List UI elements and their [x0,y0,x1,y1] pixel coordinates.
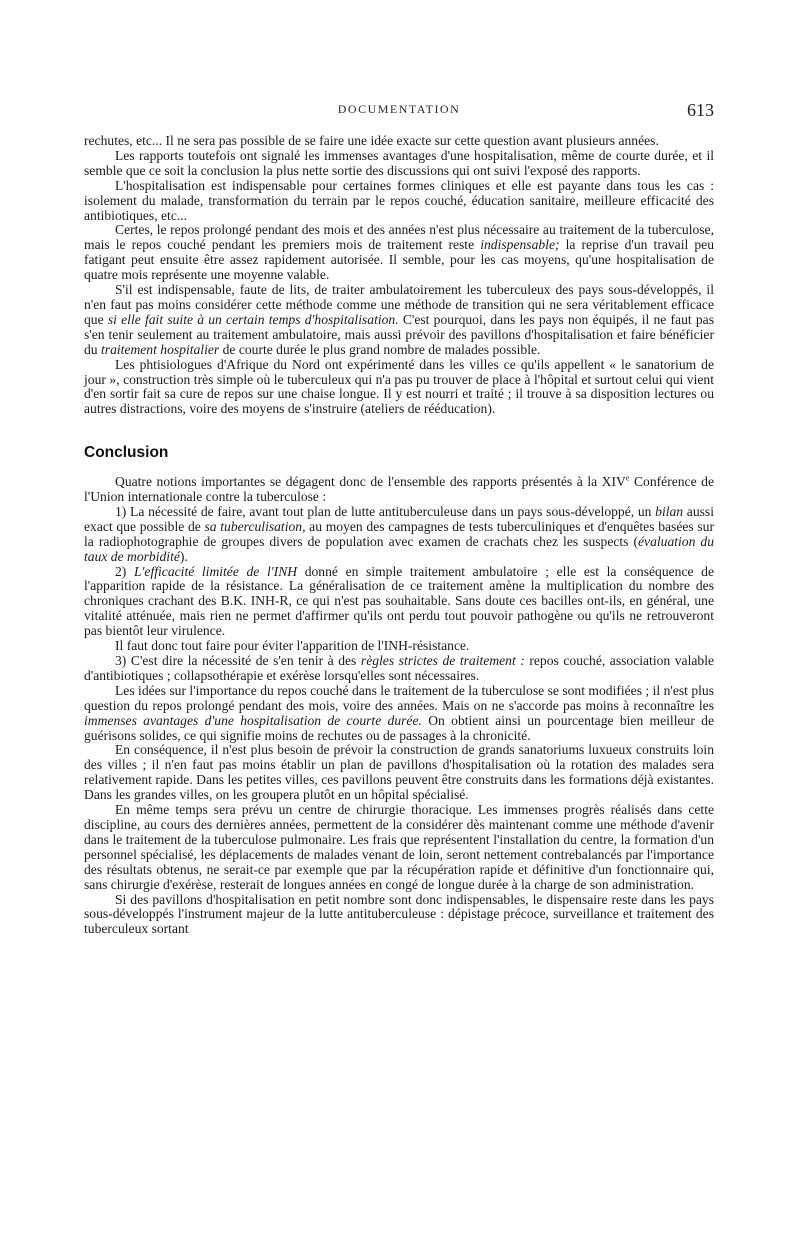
text-run: 1) La nécessité de faire, avant tout plan de lutte antituberculeuse dans un pays sous-développé, un [115,503,656,519]
paragraph-point-3 [84,654,714,684]
superscript: e [625,473,630,483]
paragraph-point-1 [84,505,714,565]
paragraph-thoracic-surgery: En même temps sera prévu un centre de chirurgie thoracique. Les immenses progrès réalisés dans cette discipline, au cours des dernières années, permettent de la considérer dès maintenant comme une méthode d'avenir dans le traitement de la tuberculose pulmonaire. Les frais que représentent l'installation du centre, la formation d'un personnel spécialisé, les déplacements de malades venant de loin, seront nettement contrebalancés par l'importance des résultats obtenus, ne serait-ce par exemple que par la récupération rapide et définitive d'un fonctionnaire qui, sans chirurgie d'exérèse, resterait de longues années en congé de longue durée à la charge de son administration. [84,802,714,892]
running-header [84,100,714,124]
text-run: ). [179,548,188,564]
body-text [84,134,714,937]
emphasis-text: bilan [655,503,684,519]
emphasis-text: traitement hospitalier [101,341,220,357]
emphasis-text: règles strictes de traitement : [360,653,525,668]
emphasis-text: immenses avantages d'une hospitalisation de courte durée. [84,712,422,728]
text-run: On obtient ainsi un pourcentage bien meilleur de guérisons solides, ce qui signifie moins de rechutes ou de passages à la chronicité. [84,712,714,743]
text-run: donné en simple traitement ambulatoire ; elle est la conséquence de l'apparition rapide de la résistance. La généralisation de ce traitement amène la multiplication du nombre des chroniques crachant des B.K. INH-R, ce qui n'est pas souhaitable. Sans doute ces bacilles ont-ils, en général, une vitalité atténuée, mais rien ne permet d'affirmer qu'ils ont perdu tout pouvoir pathogène ou qu'ils ne retrouveront pas bientôt leur virulence. [84,563,714,639]
text-run: S'il est indispensable, faute de lits, de traiter ambulatoirement les tuberculeux des pays sous-développés, il n'en faut pas moins considérer cette méthode comme une méthode de transition qui ne sera véritablement efficace que [84,282,714,327]
text-run: 2) [115,563,134,579]
text-run: Conférence de l'Union internationale contre la tuberculose : [84,474,715,505]
paragraph-prolonged-rest [84,223,714,283]
page-number: 613 [687,100,714,120]
paragraph-point-2-followup: Il faut donc tout faire pour éviter l'apparition de l'INH-résistance. [115,638,470,654]
text-run: de courte durée le plus grand nombre de malades possible. [219,341,541,357]
paragraph-dispensary: Si des pavillons d'hospitalisation en petit nombre sont donc indispensables, le dispensaire reste dans les pays sous-développés l'instrument majeur de la lutte antituberculeuse : dépistage précoce, surveillance et traitement des tuberculeux sortant [84,891,714,937]
emphasis-text: indispensable; [480,237,560,253]
text-run: aussi exact que possible de [84,503,714,534]
emphasis-text: si elle fait suite à un certain temps d'hospitalisation. [107,311,399,327]
paragraph-hospitalisation-advantages: Les rapports toutefois ont signalé les immenses avantages d'une hospitalisation, même de courte durée, et il semble que ce soit la conclusion la plus nette sortie des discussions qui ont suivi l'exposé des rapports. [84,147,714,178]
text-run: au moyen des campagnes de tests tuberculiniques et d'enquêtes basées sur la radiophotographie de groupes divers de population avec examen de crachats chez les suspects ( [84,518,714,549]
paragraph-conclusion-intro [84,475,714,505]
emphasis-text: sa tuberculisation, [204,518,306,534]
paragraph-rest-ideas [84,684,714,744]
section-heading-conclusion: Conclusion [84,444,169,462]
paragraph-point-2 [84,565,714,640]
paragraph-hospitalisation-indispensable: L'hospitalisation est indispensable pour certaines formes cliniques et elle est payante dans tous les cas : isolement du malade, transformation du terrain par le repos couché, éducation sanitaire, meilleure efficacité des antibiotiques, etc... [84,177,714,223]
text-run: C'est pourquoi, dans les pays non équipés, il ne faut pas s'en tenir seulement au traitement ambulatoire, mais aussi prévoir des pavillons d'hospitalisation et faire bénéficier du [84,311,715,357]
text-run: repos couché, association valable d'antibiotiques ; collapsothérapie et exérèse lorsqu'elles sont nécessaires. [84,653,715,683]
text-run: 3) C'est dire la nécessité de s'en tenir à des [115,653,361,668]
paragraph-continuation: rechutes, etc... Il ne sera pas possible de se faire une idée exacte sur cette question avant plusieurs années. [84,133,659,148]
emphasis-text: évaluation du taux de morbidité [84,533,715,564]
running-title: DOCUMENTATION [337,102,461,116]
paragraph-day-sanatorium: Les phtisiologues d'Afrique du Nord ont expérimenté dans les villes ce qu'ils appellent « le sanatorium de jour », construction très simple où le tuberculeux qui n'a pas pu trouver de place à l'hôpital et surtout celui qui vient d'en sortir fait sa cure de repos sur une chaise longue. Il y est nourri et traité ; il trouve à sa disposition lectures ou autres distractions, voire des moyens de s'instruire (ateliers de rééducation). [84,356,714,417]
paragraph-ambulatory-treatment [84,283,714,358]
text-run: Certes, le repos prolongé pendant des mois et des années n'est plus nécessaire au traitement de la tuberculose, mais le repos couché pendant les premiers mois de traitement reste [84,222,714,253]
emphasis-text: L'efficacité limitée de l'INH [133,563,298,579]
text-run: Les idées sur l'importance du repos couché dans le traitement de la tuberculose se sont modifiées ; il n'est plus question du repos prolongé pendant des mois, voire des années. Mais on ne s'accorde pas moins à reconnaître les [84,682,714,713]
paragraph-pavilions-plan: En conséquence, il n'est plus besoin de prévoir la construction de grands sanatoriums luxueux construits loin des villes ; il n'en faut pas moins établir un plan de pavillons d'hospitalisation où la rotation des malades sera relativement rapide. Dans les petites villes, ces pavillons peuvent être construits dans les formations déjà existantes. Dans les grandes villes, on les groupera plutôt en un hôpital spécialisé. [84,742,714,803]
text-run: la reprise d'un travail peu fatigant peut ensuite être assez rapidement autorisée. Il semble, pour les cas moyens, qu'une hospitalisation de quatre mois représente une moyenne valable. [84,237,714,283]
text-run: Quatre notions importantes se dégagent donc de l'ensemble des rapports présentés à la XIV [115,474,626,490]
